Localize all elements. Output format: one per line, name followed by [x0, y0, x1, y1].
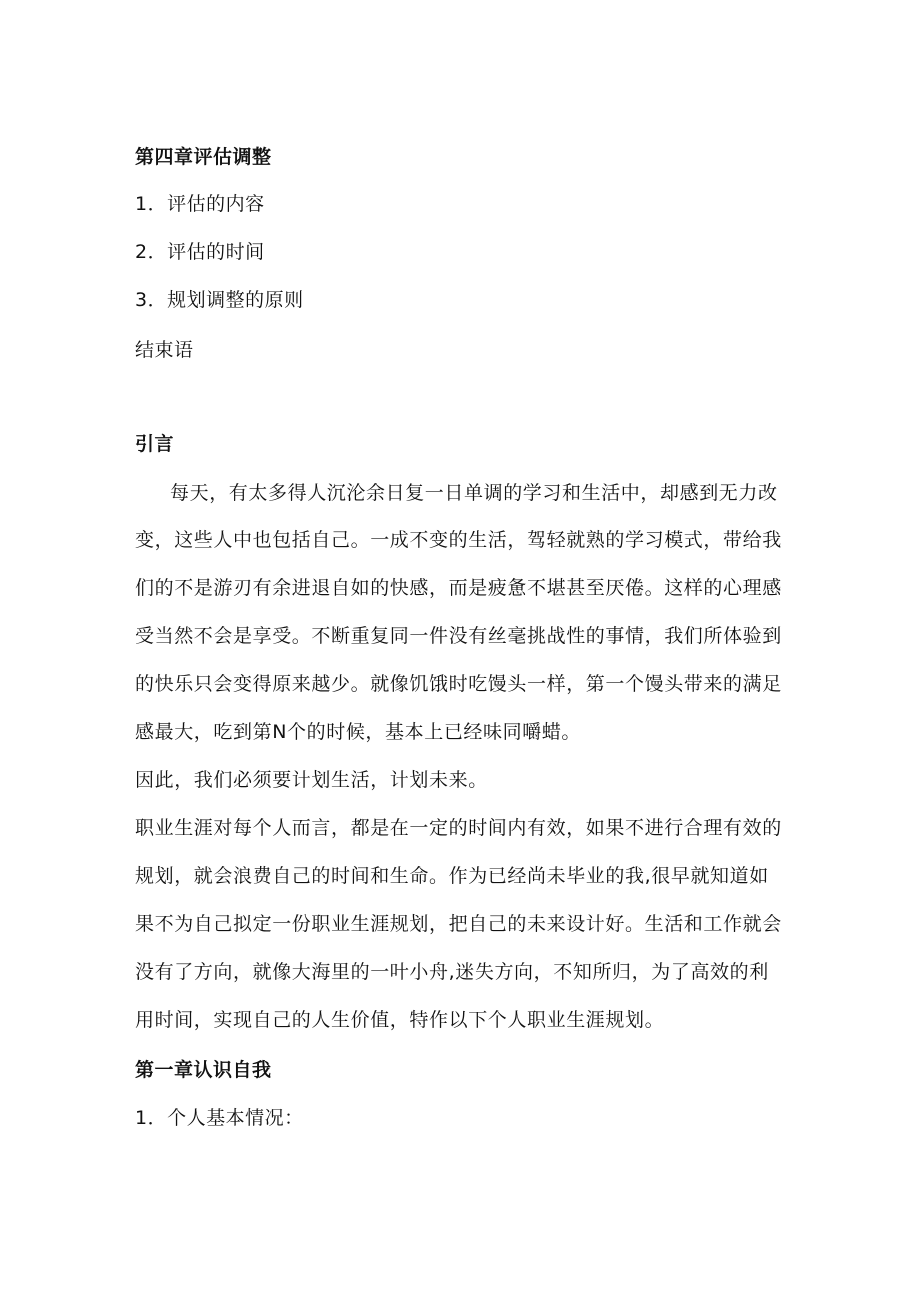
intro-conclusion-line: 因此，我们必须要计划生活，计划未来。: [135, 769, 488, 791]
career-paragraph-line: 没有了方向，就像大海里的一叶小舟,迷失方向，不知所归，为了高效的利: [135, 961, 769, 983]
chapter1-heading: 第一章认识自我: [135, 1059, 272, 1081]
career-paragraph-line: 果不为自己拟定一份职业生涯规划，把自己的未来设计好。生活和工作就会: [135, 913, 782, 935]
intro-paragraph-line: 变，这些人中也包括自己。一成不变的生活，驾轻就熟的学习模式，带给我: [135, 529, 782, 551]
intro-paragraph-line: 每天，有太多得人沉沦余日复一日单调的学习和生活中，却感到无力改: [170, 482, 778, 504]
toc-item-adjustment-principles: 3．规划调整的原则: [135, 289, 304, 311]
intro-paragraph-line: 感最大，吃到第N个的时候，基本上已经味同嚼蜡。: [135, 721, 582, 743]
toc-item-evaluation-time: 2．评估的时间: [135, 241, 265, 263]
intro-paragraph-line: 们的不是游刃有余进退自如的快感，而是疲惫不堪甚至厌倦。这样的心理感: [135, 577, 782, 599]
intro-paragraph-line: 受当然不会是享受。不断重复同一件没有丝毫挑战性的事情，我们所体验到: [135, 625, 782, 647]
career-paragraph-line: 职业生涯对每个人而言，都是在一定的时间内有效，如果不进行合理有效的: [135, 817, 782, 839]
intro-paragraph-line: 的快乐只会变得原来越少。就像饥饿时吃馒头一样，第一个馒头带来的满足: [135, 673, 782, 695]
career-paragraph-line: 规划，就会浪费自己的时间和生命。作为已经尚未毕业的我,很早就知道如: [135, 865, 769, 887]
toc-item-evaluation-content: 1．评估的内容: [135, 193, 265, 215]
chapter1-item-basic-info: 1．个人基本情况：: [135, 1107, 304, 1129]
chapter4-heading: 第四章评估调整: [135, 146, 272, 168]
career-paragraph-line: 用时间，实现自己的人生价值，特作以下个人职业生涯规划。: [135, 1009, 665, 1031]
toc-item-closing: 结束语: [135, 339, 194, 361]
intro-heading: 引言: [135, 433, 175, 455]
